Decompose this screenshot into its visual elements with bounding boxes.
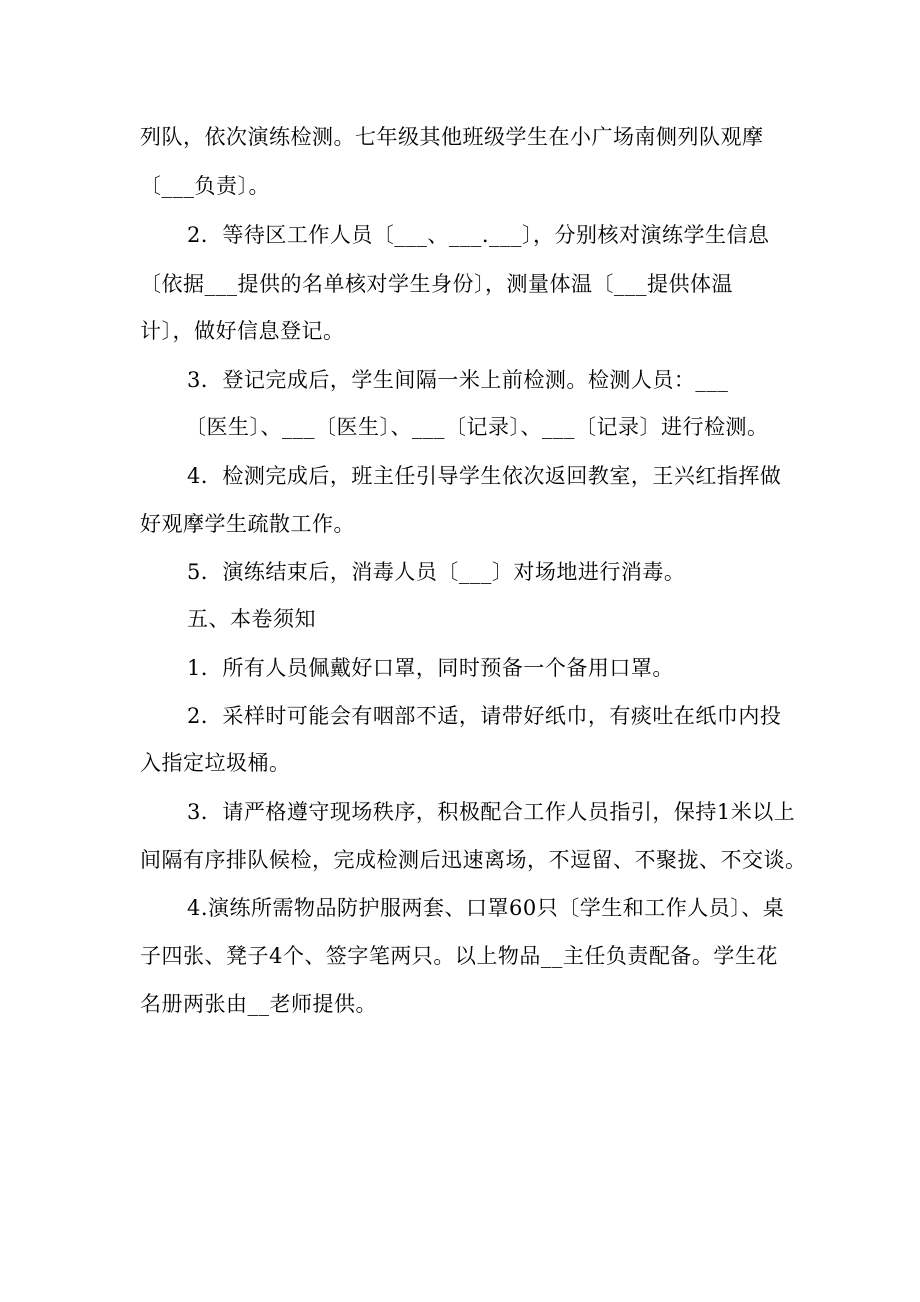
text-line-6: 3．登记完成后，学生间隔一米上前检测。检测人员：___ [187, 368, 729, 392]
text-line-10: 5．演练结束后，消毒人员〔___〕对场地进行消毒。 [187, 560, 686, 584]
text-line-8: 4．检测完成后，班主任引导学生依次返回教室，王兴红指挥做 [187, 464, 782, 488]
text-line-9: 好观摩学生疏散工作。 [140, 512, 355, 536]
text-line-18: 子四张、凳子4个、签字笔两只。以上物品__主任负责配备。学生花 [140, 944, 778, 968]
text-line-17: 4.演练所需物品防护服两套、口罩60只〔学生和工作人员〕、桌 [187, 896, 785, 920]
text-line-4: 〔依据___提供的名单核对学生身份〕，测量体温〔___提供体温 [140, 272, 733, 296]
text-line-3: 2．等待区工作人员〔___、___.___〕，分别核对演练学生信息 [187, 223, 770, 247]
text-line-13: 2．采样时可能会有咽部不适，请带好纸巾，有痰吐在纸巾内投 [187, 704, 782, 728]
text-line-16: 间隔有序排队候检，完成检测后迅速离场，不逗留、不聚拢、不交谈。 [140, 848, 807, 872]
text-line-2: 〔___负责〕。 [140, 174, 270, 198]
text-line-14: 入指定垃圾桶。 [140, 751, 291, 775]
section-heading: 五、本卷须知 [187, 607, 316, 631]
text-line-1: 列队，依次演练检测。七年级其他班级学生在小广场南侧列队观摩 [140, 125, 764, 149]
text-line-12: 1．所有人员佩戴好口罩，同时预备一个备用口罩。 [187, 656, 674, 680]
text-line-5: 计〕，做好信息登记。 [140, 319, 345, 343]
text-line-7: 〔医生〕、___〔医生〕、___〔记录〕、___〔记录〕进行检测。 [185, 415, 769, 439]
text-line-19: 名册两张由__老师提供。 [140, 992, 377, 1016]
text-line-15: 3．请严格遵守现场秩序，积极配合工作人员指引，保持1米以上 [187, 800, 796, 824]
